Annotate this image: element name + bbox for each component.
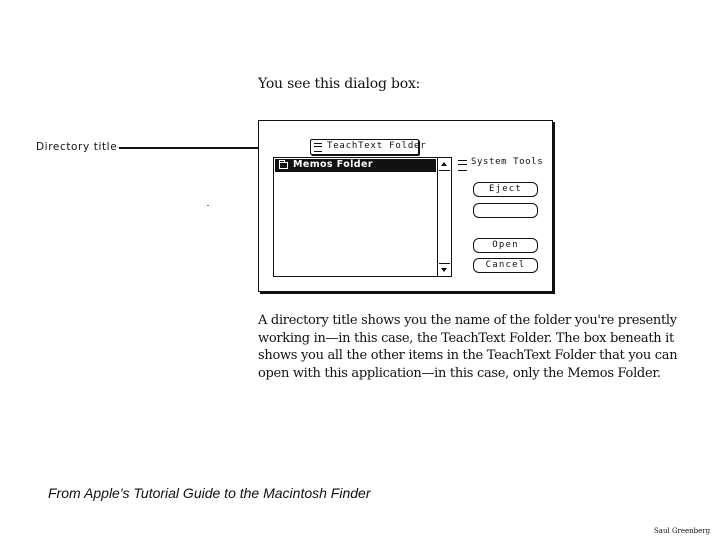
description-text [258,312,678,382]
disk-icon [458,160,467,171]
description-line: A directory title shows you the name of the folder you're presently [258,313,677,328]
drive-button[interactable] [473,203,538,218]
open-button[interactable]: Open [473,238,538,253]
description-line: working in—in this case, the TeachText Folder. The box beneath it [258,330,674,346]
callout-label: Directory title [36,141,118,153]
source-caption: From Apple's Tutorial Guide to the Macintosh Finder [48,485,371,501]
directory-title-popup[interactable] [310,139,427,155]
folder-menu-icon [314,143,322,152]
scrollbar[interactable] [437,158,450,276]
intro-text: You see this dialog box: [258,76,421,92]
directory-title: TeachText Folder [327,141,427,151]
scroll-up-arrow-icon[interactable] [439,159,450,171]
eject-button[interactable]: Eject [473,182,538,197]
list-item-label: Memos Folder [293,159,373,170]
disk-name: System Tools [471,157,544,167]
list-item[interactable] [275,159,436,172]
description-line: shows you all the other items in the TeachText Folder that you can [258,348,678,363]
author-credit: Saul Greenberg [654,527,711,535]
file-list[interactable] [273,157,452,277]
scroll-down-arrow-icon[interactable] [439,263,450,275]
cancel-button[interactable]: Cancel [473,258,538,273]
folder-icon [279,162,288,169]
description-line: open with this application—in this case, only the Memos Folder. [258,365,661,381]
scan-speck [207,205,209,206]
